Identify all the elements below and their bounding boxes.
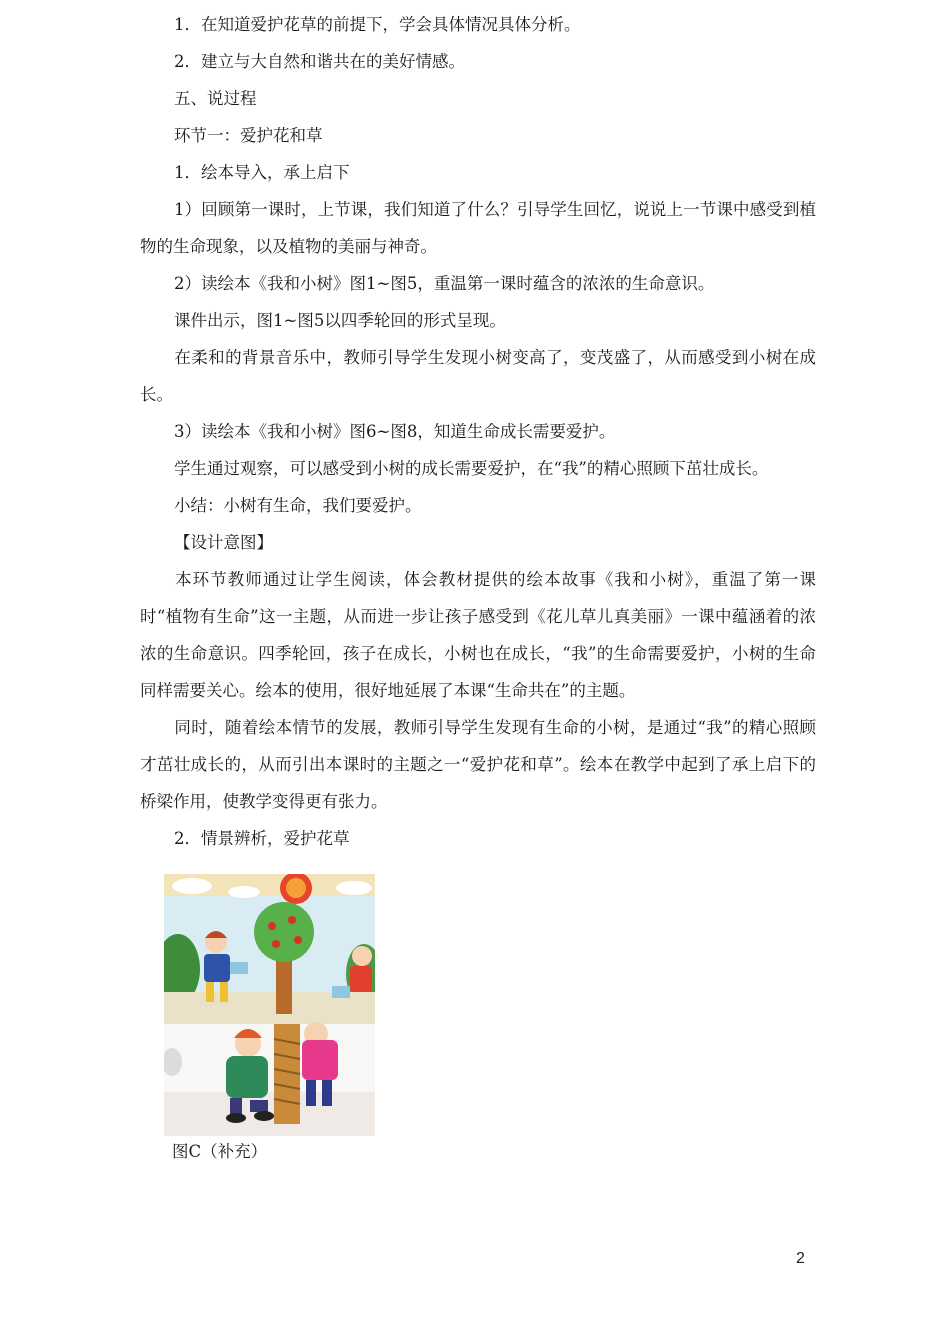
step-heading-1: 1．绘本导入，承上启下: [174, 163, 350, 182]
figure-caption: 图C（补充）: [172, 1142, 268, 1161]
objective-1: 1．在知道爱护花草的前提下，学会具体情况具体分析。: [174, 15, 581, 34]
paragraph-read-2: 3）读绘本《我和小树》图6~图8，知道生命成长需要爱护。: [174, 422, 616, 441]
subsection-heading: 环节一：爱护花和草: [174, 126, 323, 145]
paragraph-courseware: 课件出示，图1~图5以四季轮回的形式呈现。: [174, 311, 506, 330]
paragraph-observe: 学生通过观察，可以感受到小树的成长需要爱护，在“我”的精心照顾下茁壮成长。: [174, 459, 769, 478]
paragraph-summary: 小结：小树有生命，我们要爱护。: [174, 496, 422, 515]
design-intent-heading: 【设计意图】: [174, 533, 273, 552]
paragraph-design-2: 同时，随着绘本情节的发展，教师引导学生发现有生命的小树，是通过“我”的精心照顾才茁壮成长的，从而引出本课时的主题之一“爱护花和草”。绘本在教学中起到了承上启下的桥梁作用，使教学变得更有张力。: [140, 718, 816, 811]
objective-2: 2．建立与大自然和谐共在的美好情感。: [174, 52, 465, 71]
picture-book-illustration: [164, 874, 375, 1136]
paragraph-read-1: 2）读绘本《我和小树》图1~图5，重温第一课时蕴含的浓浓的生命意识。: [174, 274, 715, 293]
document-body: [140, 6, 816, 857]
step-heading-2: 2．情景辨析，爱护花草: [174, 829, 350, 848]
paragraph-music: 在柔和的背景音乐中，教师引导学生发现小树变高了，变茂盛了，从而感受到小树在成长。: [140, 348, 816, 404]
paragraph-review: 1）回顾第一课时，上节课，我们知道了什么？引导学生回忆，说说上一节课中感受到植物的生命现象，以及植物的美丽与神奇。: [140, 200, 816, 256]
page-number: 2: [796, 1250, 805, 1267]
section-heading-process: 五、说过程: [174, 89, 257, 108]
paragraph-design-1: 本环节教师通过让学生阅读，体会教材提供的绘本故事《我和小树》，重温了第一课时“植物有生命”这一主题，从而进一步让孩子感受到《花儿草儿真美丽》一课中蕴涵着的浓浓的生命意识。四季轮回，孩子在成长，小树也在成长，“我”的生命需要爱护，小树的生命同样需要关心。绘本的使用，很好地延展了本课“生命共在”的主题。: [140, 570, 816, 700]
